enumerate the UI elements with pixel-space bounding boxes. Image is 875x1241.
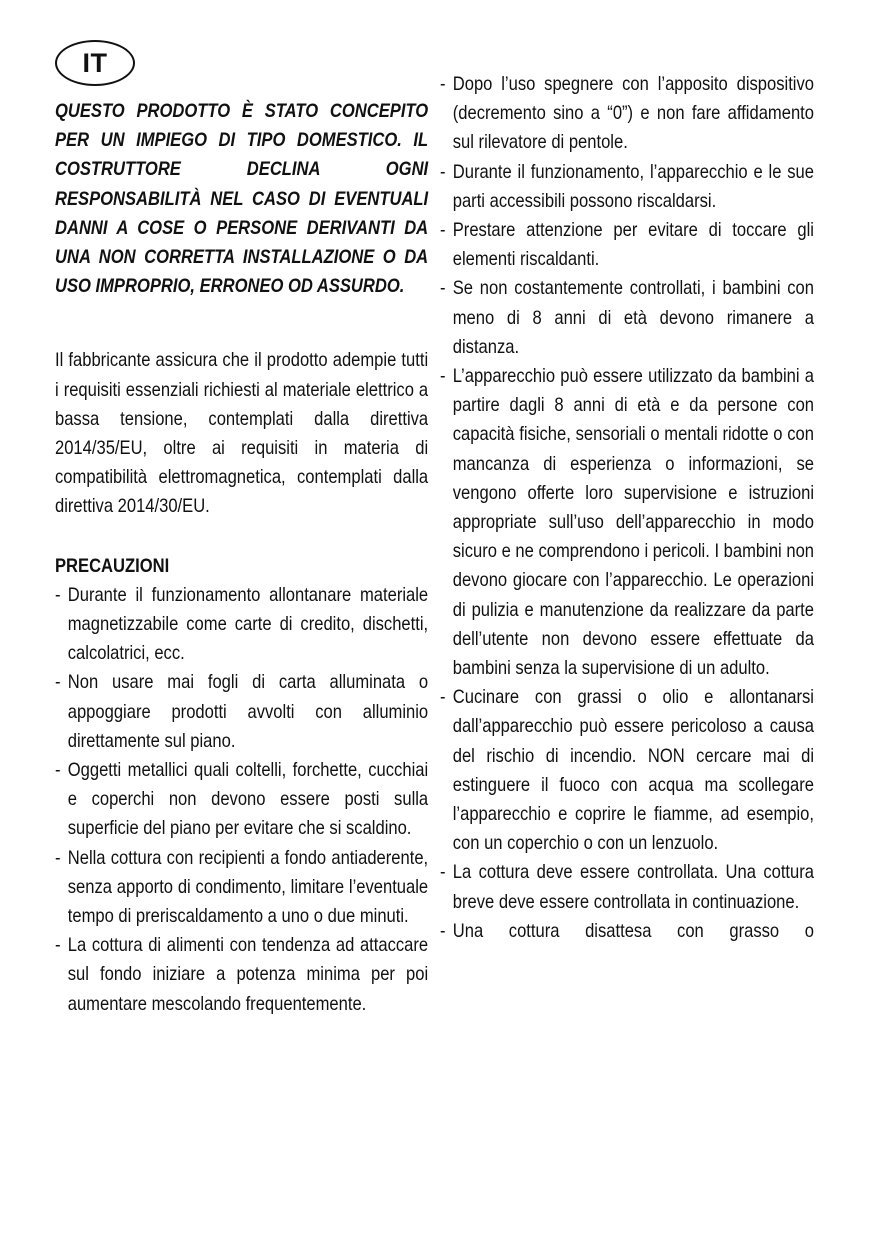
conformity-statement: Il fabbricante assicura che il prodotto adempie tutti i requisiti essenziali richiesti al materiale elettrico a bassa tensione, contemplati dalla direttiva 2014/35/EU, oltre ai requisiti in materia di compatibilità elettromagnetica, contemplati dalla direttiva 2014/30/EU. (55, 349, 429, 518)
list-item: - Cucinare con grassi o olio e allontanarsi dall’apparecchio può essere pericoloso a causa del rischio di incendio. NON cercare mai di estinguere il fuoco con acqua ma scollegare l’apparecchio e coprire le fiamme, ad esempio, con un coperchio o con un lenzuolo. (440, 683, 814, 858)
left-column (55, 97, 428, 1019)
list-item: - Una cottura disattesa con grasso o (440, 917, 814, 946)
list-item: - Oggetti metallici quali coltelli, forchette, cucchiai e coperchi non devono essere posti sulla superficie del piano per evitare che si scaldino. (55, 756, 428, 844)
list-item: - Dopo l’uso spegnere con l’apposito dispositivo (decremento sino a “0”) e non fare affidamento sul rilevatore di pentole. (440, 70, 814, 158)
right-column (440, 70, 814, 946)
list-item: - Non usare mai fogli di carta alluminata o appoggiare prodotti avvolti con alluminio direttamente sul piano. (55, 668, 428, 756)
list-item: - Prestare attenzione per evitare di toccare gli elementi riscaldanti. (440, 216, 814, 274)
section-title: PRECAUZIONI (55, 554, 170, 577)
language-code: IT (82, 47, 108, 78)
list-item: - La cottura deve essere controllata. Una cottura breve deve essere controllata in continuazione. (440, 858, 814, 916)
warning-notice: QUESTO PRODOTTO È STATO CONCEPITO PER UN IMPIEGO DI TIPO DOMESTICO. IL COSTRUTTORE DECLINA OGNI RESPONSABILITÀ NEL CASO DI EVENTUALI DANNI A COSE O PERSONE DERIVANTI DA UNA NON CORRETTA INSTALLAZIONE O DA USO IMPROPRIO, ERRONEO OD ASSURDO. (55, 100, 429, 298)
list-item: - Se non costantemente controllati, i bambini con meno di 8 anni di età devono rimanere a distanza. (440, 274, 814, 362)
list-item: - Nella cottura con recipienti a fondo antiaderente, senza apporto di condimento, limitare l’eventuale tempo di preriscaldamento a uno o due minuti. (55, 844, 428, 932)
list-item: - La cottura di alimenti con tendenza ad attaccare sul fondo iniziare a potenza minima per poi aumentare mescolando frequentemente. (55, 931, 428, 1019)
precautions-list-left (55, 581, 428, 1019)
language-badge (55, 40, 135, 86)
list-item: - L’apparecchio può essere utilizzato da bambini a partire dagli 8 anni di età e da persone con capacità fisiche, sensoriali o mentali ridotte o con mancanza di esperienza o informazioni, se vengono offerte loro supervisione e istruzioni appropriate sull’uso dell’apparecchio in modo sicuro e ne comprendono i pericoli. I bambini non devono giocare con l’apparecchio. Le operazioni di pulizia e manutenzione da realizzare da parte dell’utente non devono essere effettuate da bambini senza la supervisione di un adulto. (440, 362, 814, 683)
list-item: - Durante il funzionamento, l’apparecchio e le sue parti accessibili possono riscaldarsi. (440, 158, 814, 216)
list-item: - Durante il funzionamento allontanare materiale magnetizzabile come carte di credito, dischetti, calcolatrici, ecc. (55, 581, 428, 669)
precautions-list-right (440, 70, 814, 946)
